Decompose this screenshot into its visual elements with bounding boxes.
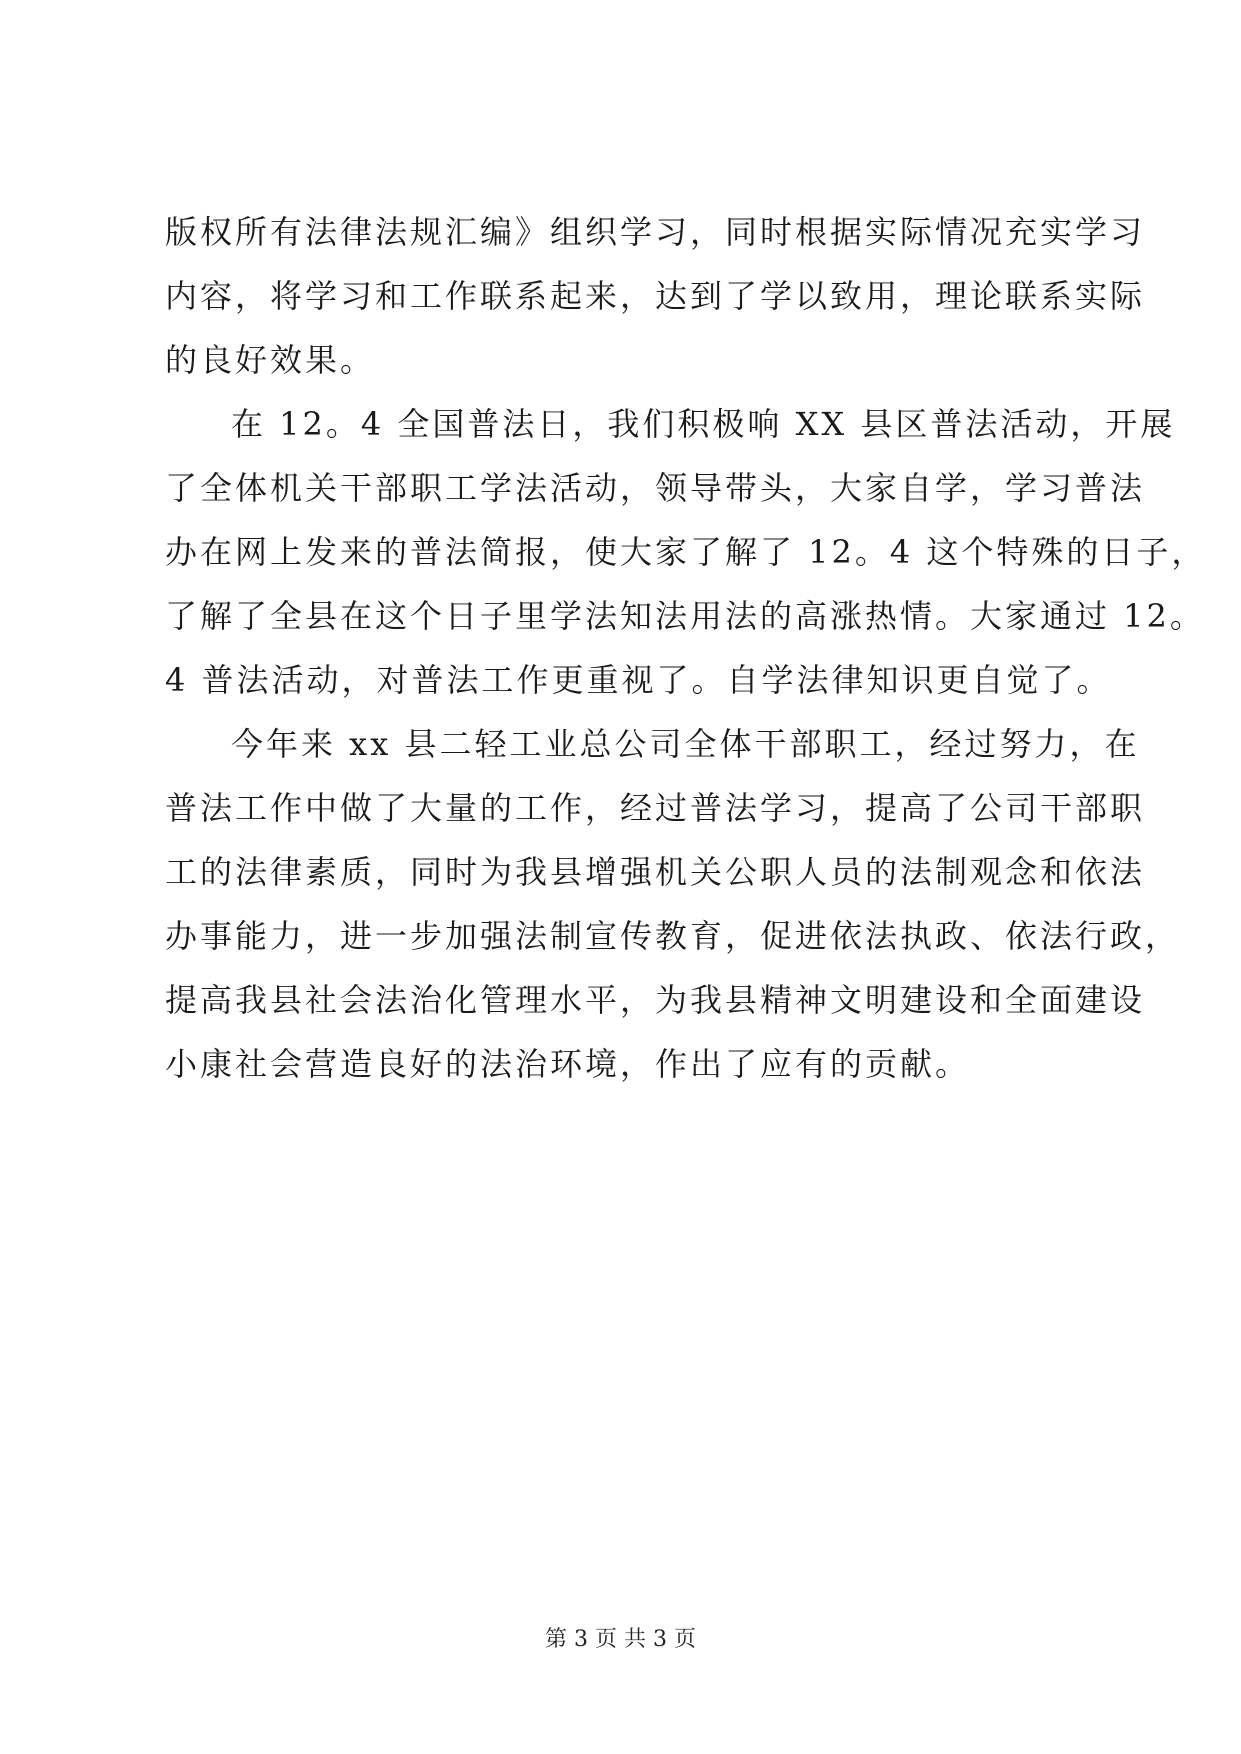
paragraph-start-line: 在 12。4 全国普法日，我们积极响 XX 县区普法活动，开展 [231,405,1176,443]
paragraph-start-line: 今年来 xx 县二轻工业总公司全体干部职工，经过努力，在 [231,725,1140,763]
text-line: 内容，将学习和工作联系起来，达到了学以致用，理论联系实际 [165,277,1146,315]
text-line: 4 普法活动，对普法工作更重视了。自学法律知识更自觉了。 [165,661,1112,699]
page-number-footer: 第 3 页 共 3 页 [545,1627,696,1652]
text-line: 了解了全县在这个日子里学法知法用法的高涨热情。大家通过 12。 [165,597,1205,635]
text-line: 办在网上发来的普法简报，使大家了解了 12。4 这个特殊的日子， [165,533,1207,571]
text-line: 了全体机关干部职工学法活动，领导带头，大家自学，学习普法 [165,469,1146,507]
document-body [165,200,1207,1096]
text-line: 版权所有法律法规汇编》组织学习，同时根据实际情况充实学习 [165,213,1146,251]
text-line: 办事能力，进一步加强法制宣传教育，促进依法执政、依法行政， [165,917,1181,955]
text-line: 提高我县社会法治化管理水平，为我县精神文明建设和全面建设 [165,981,1146,1019]
text-line: 普法工作中做了大量的工作，经过普法学习，提高了公司干部职 [165,789,1146,827]
text-line: 工的法律素质，同时为我县增强机关公职人员的法制观念和依法 [165,853,1146,891]
text-line: 小康社会营造良好的法治环境，作出了应有的贡献。 [165,1045,971,1083]
text-line: 的良好效果。 [165,341,376,379]
